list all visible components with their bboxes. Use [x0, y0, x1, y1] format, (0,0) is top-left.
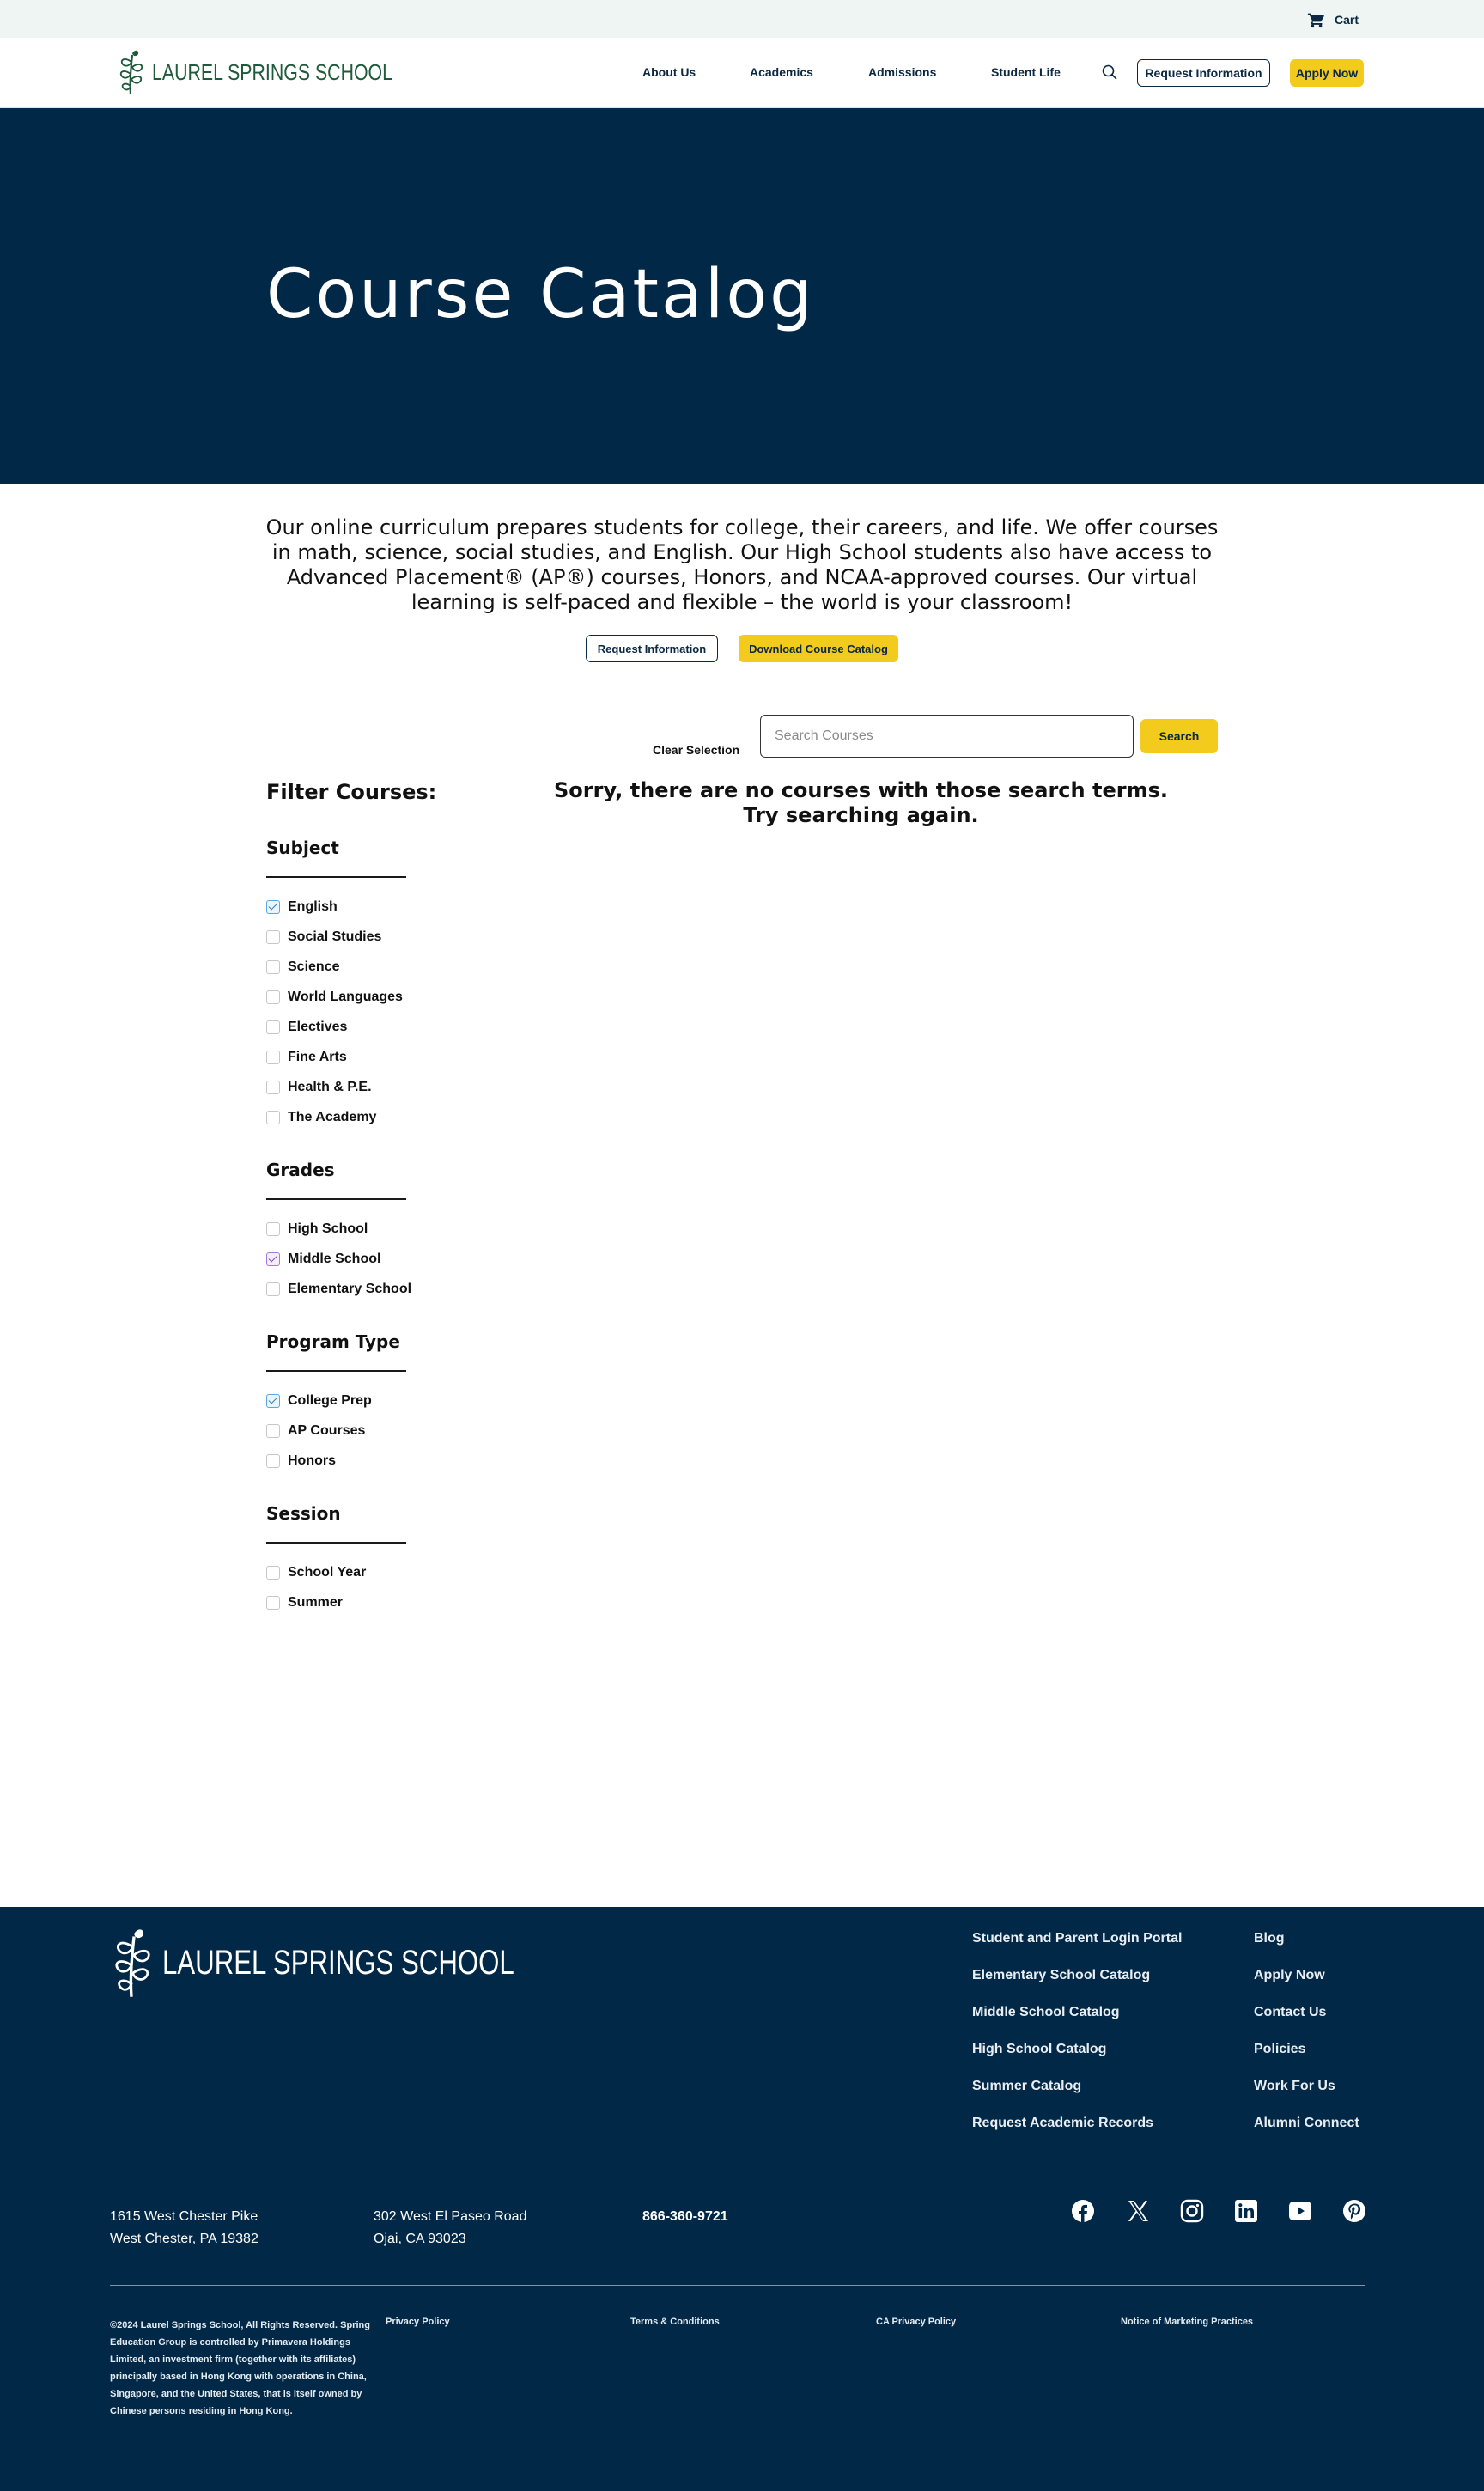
no-results-line1: Sorry, there are no courses with those search terms. [554, 778, 1168, 802]
filter-option-ap-courses[interactable] [266, 1423, 365, 1439]
nav-label: Academics [750, 65, 813, 79]
address-line: Ojai, CA 93023 [374, 2232, 466, 2246]
filter-option-honors[interactable] [266, 1453, 336, 1469]
nav-label: Student Life [991, 65, 1061, 79]
terms-conditions-link[interactable]: Terms & Conditions [630, 2317, 720, 2327]
filter-option-college-prep[interactable] [266, 1393, 372, 1409]
no-results-line2: Try searching again. [743, 803, 979, 827]
filter-option-label: World Languages [288, 990, 403, 1004]
button-label: Apply Now [1295, 66, 1359, 80]
checkbox[interactable] [266, 1454, 280, 1468]
address-west-chester [110, 2206, 258, 2250]
address-line: 1615 West Chester Pike [110, 2209, 258, 2224]
header-apply-now-button[interactable] [1290, 59, 1364, 87]
footer-link-summer-catalog[interactable]: Summer Catalog [972, 2079, 1082, 2093]
footer-link-alumni-connect[interactable]: Alumni Connect [1254, 2116, 1359, 2130]
divider [266, 876, 406, 878]
footer-link-middle-catalog[interactable]: Middle School Catalog [972, 2005, 1120, 2019]
clear-selection-link[interactable]: Clear Selection [653, 743, 740, 757]
filter-group-title: Subject [266, 837, 339, 858]
checkbox[interactable] [266, 1424, 280, 1438]
site-header [0, 38, 1484, 108]
footer-link-blog[interactable]: Blog [1254, 1931, 1285, 1946]
cart-label: Cart [1334, 13, 1359, 27]
filter-option-label: Health & P.E. [288, 1080, 372, 1094]
checkbox-checked[interactable] [266, 1394, 280, 1408]
filter-option-high-school[interactable] [266, 1221, 368, 1237]
marketing-practices-link[interactable]: Notice of Marketing Practices [1121, 2317, 1254, 2327]
linkedin-icon[interactable] [1234, 2199, 1258, 2223]
nav-student-life[interactable] [991, 65, 1061, 79]
filter-option-science[interactable] [266, 959, 339, 975]
footer-divider [110, 2285, 1365, 2286]
button-label: Download Course Catalog [749, 642, 888, 655]
checkbox[interactable] [266, 1051, 280, 1064]
checkbox[interactable] [266, 1111, 280, 1124]
logo-text: LAUREL SPRINGS SCHOOL [152, 58, 393, 85]
checkbox[interactable] [266, 1282, 280, 1296]
address-line: 302 West El Paseo Road [374, 2209, 527, 2224]
divider [266, 1198, 406, 1200]
utility-bar [0, 0, 1484, 38]
page-title: Course Catalog [266, 256, 815, 333]
checkbox[interactable] [266, 1566, 280, 1580]
laurel-leaf-icon [109, 1926, 154, 2000]
pinterest-icon[interactable] [1342, 2199, 1366, 2223]
checkbox[interactable] [266, 990, 280, 1004]
phone-number[interactable]: 866-360-9721 [642, 2209, 728, 2224]
filter-option-summer[interactable] [266, 1595, 343, 1611]
x-icon[interactable] [1126, 2199, 1150, 2223]
filter-option-label: Middle School [288, 1252, 381, 1266]
filter-title: Filter Courses: [266, 780, 437, 804]
no-results-message [515, 778, 1207, 828]
nav-admissions[interactable] [868, 65, 936, 79]
checkbox[interactable] [266, 1081, 280, 1094]
request-info-button[interactable] [586, 635, 718, 662]
filter-option-label: Fine Arts [288, 1050, 347, 1064]
button-label: Request Information [597, 642, 707, 655]
search-button[interactable] [1140, 719, 1218, 753]
address-line: West Chester, PA 19382 [110, 2232, 258, 2246]
checkbox[interactable] [266, 960, 280, 974]
filter-option-label: Social Studies [288, 929, 382, 944]
filter-group-title: Grades [266, 1160, 335, 1180]
header-request-info-button[interactable] [1137, 59, 1270, 87]
filter-option-school-year[interactable] [266, 1565, 366, 1580]
footer-link-elementary-catalog[interactable]: Elementary School Catalog [972, 1968, 1151, 1982]
laurel-leaf-icon [116, 48, 145, 96]
footer-logo-text: LAUREL SPRINGS SCHOOL [162, 1943, 514, 1982]
checkbox[interactable] [266, 1596, 280, 1610]
filter-option-english[interactable] [266, 899, 338, 915]
filter-group-title: Session [266, 1503, 341, 1524]
filter-option-social-studies[interactable] [266, 929, 381, 945]
divider [266, 1370, 406, 1372]
cart-icon [1307, 10, 1326, 29]
footer-link-login-portal[interactable]: Student and Parent Login Portal [972, 1931, 1183, 1946]
footer-link-academic-records[interactable]: Request Academic Records [972, 2116, 1154, 2130]
filter-option-middle-school[interactable] [266, 1252, 380, 1267]
youtube-icon[interactable] [1288, 2199, 1312, 2223]
cart-link[interactable] [1307, 10, 1359, 29]
filter-option-label: Elementary School [288, 1282, 412, 1296]
filter-option-label: Science [288, 959, 340, 974]
download-catalog-button[interactable] [739, 635, 898, 662]
legal-text: ©2024 Laurel Springs School, All Rights Reserved. Spring Education Group is controlled by Primavera Holdings Limited, an investment firm (together with its affiliates) principally based in Hong Kong with operations in China, Singapore, and the United States, that is itself owned by Chinese persons residing in Hong Kong. [110, 2320, 370, 2416]
filter-option-label: Electives [288, 1020, 348, 1034]
site-logo[interactable] [116, 48, 445, 96]
filter-option-label: The Academy [288, 1110, 377, 1124]
footer-link-contact-us[interactable]: Contact Us [1254, 2005, 1327, 2019]
intro-text: Our online curriculum prepares students for college, their careers, and life. We offer courses in math, science, social studies, and English. Our High School students also have access to Advanced Placement® (AP®) courses, Honors, and NCAA-approved courses. Our virtual learning is self-paced and flexible – the world is your classroom! [265, 515, 1219, 614]
footer-link-apply-now[interactable]: Apply Now [1254, 1968, 1325, 1982]
filter-option-the-academy[interactable] [266, 1110, 376, 1125]
privacy-policy-link[interactable]: Privacy Policy [386, 2317, 450, 2327]
footer-link-high-catalog[interactable]: High School Catalog [972, 2042, 1107, 2056]
facebook-icon[interactable] [1071, 2199, 1095, 2223]
search-icon[interactable] [1101, 64, 1118, 81]
nav-academics[interactable] [750, 65, 813, 79]
hero-banner [0, 108, 1484, 484]
instagram-icon[interactable] [1180, 2199, 1204, 2223]
filter-option-label: AP Courses [288, 1423, 366, 1438]
filter-option-label: English [288, 899, 338, 914]
divider [266, 1542, 406, 1544]
filter-option-world-languages[interactable] [266, 990, 403, 1005]
nav-about-us[interactable] [642, 65, 696, 79]
checkbox-checked[interactable] [266, 1252, 280, 1266]
checkbox[interactable] [266, 930, 280, 944]
address-ojai [374, 2206, 526, 2250]
filter-option-label: College Prep [288, 1393, 372, 1408]
checkbox[interactable] [266, 1222, 280, 1236]
filter-option-label: High School [288, 1221, 368, 1236]
footer-logo[interactable] [109, 1926, 613, 2000]
filter-option-label: Honors [288, 1453, 336, 1468]
filter-option-elementary-school[interactable] [266, 1282, 411, 1297]
filter-option-fine-arts[interactable] [266, 1050, 347, 1065]
footer-link-policies[interactable]: Policies [1254, 2042, 1306, 2056]
checkbox[interactable] [266, 1020, 280, 1034]
filter-option-electives[interactable] [266, 1020, 347, 1035]
search-input[interactable] [760, 715, 1134, 758]
nav-label: Admissions [868, 65, 937, 79]
button-label: Search [1159, 729, 1200, 743]
filter-option-health-pe[interactable] [266, 1080, 372, 1095]
filter-option-label: School Year [288, 1565, 367, 1580]
filter-group-title: Program Type [266, 1331, 400, 1352]
filter-option-label: Summer [288, 1595, 344, 1610]
ca-privacy-policy-link[interactable]: CA Privacy Policy [876, 2317, 957, 2327]
checkbox-checked[interactable] [266, 900, 280, 914]
nav-label: About Us [642, 65, 696, 79]
button-label: Request Information [1145, 66, 1262, 80]
footer-link-work-for-us[interactable]: Work For Us [1254, 2079, 1335, 2093]
